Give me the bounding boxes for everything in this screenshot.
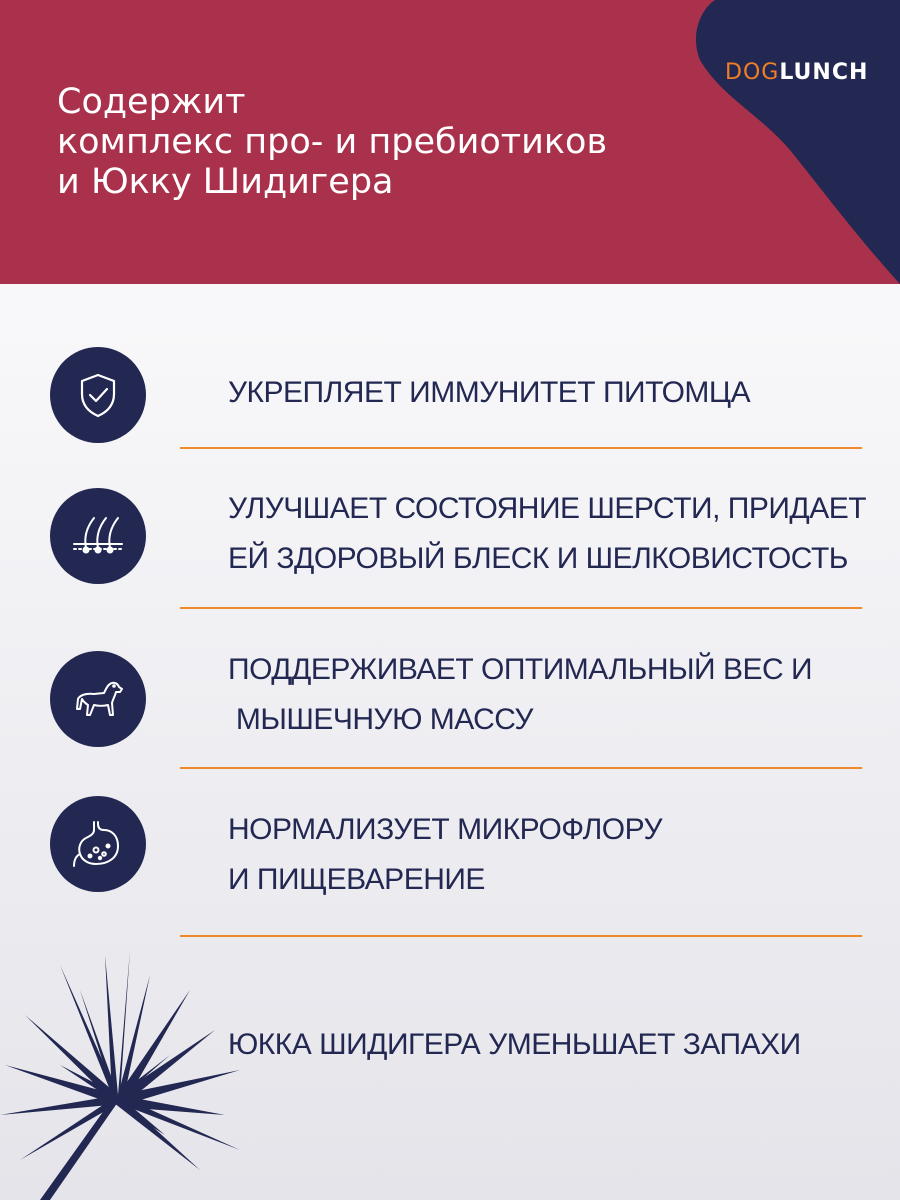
feature-line: ЕЙ ЗДОРОВЫЙ БЛЕСК И ШЕЛКОВИСТОСТЬ	[228, 542, 848, 575]
feature-line: ЮККА ШИДИГЕРА УМЕНЬШАЕТ ЗАПАХИ	[228, 1028, 801, 1061]
shield-check-icon	[50, 347, 146, 443]
feature-line: УЛУЧШАЕТ СОСТОЯНИЕ ШЕРСТИ, ПРИДАЕТ	[228, 492, 867, 525]
yucca-plant-icon	[0, 945, 260, 1200]
header-banner	[0, 0, 900, 284]
feature-text	[228, 368, 868, 418]
feature-line: И ПИЩЕВАРЕНИЕ	[228, 863, 485, 896]
feature-text	[228, 805, 868, 905]
logo-dog-text: DOG	[725, 60, 780, 85]
headline-line: комплекс про- и пребиотиков	[57, 122, 608, 162]
headline-line: и Юкку Шидигера	[57, 162, 394, 202]
feature-line: НОРМАЛИЗУЕТ МИКРОФЛОРУ	[228, 813, 663, 846]
feature-text	[228, 1020, 868, 1070]
feature-line: ПОДДЕРЖИВАЕТ ОПТИМАЛЬНЫЙ ВЕС И	[228, 653, 813, 686]
feature-line: МЫШЕЧНУЮ МАССУ	[228, 703, 533, 736]
stomach-icon	[50, 796, 146, 892]
headline-line: Содержит	[57, 82, 246, 122]
divider	[180, 767, 862, 769]
hair-follicle-icon	[50, 488, 146, 584]
logo-lunch-text: LUNCH	[779, 60, 869, 85]
feature-line: УКРЕПЛЯЕТ ИММУНИТЕТ ПИТОМЦА	[228, 376, 751, 409]
page-title	[57, 82, 717, 202]
divider	[180, 447, 862, 449]
feature-text	[228, 484, 868, 584]
brand-logo	[725, 60, 868, 85]
divider	[180, 607, 862, 609]
feature-text	[228, 645, 868, 745]
dog-icon	[50, 651, 146, 747]
divider	[180, 935, 862, 937]
